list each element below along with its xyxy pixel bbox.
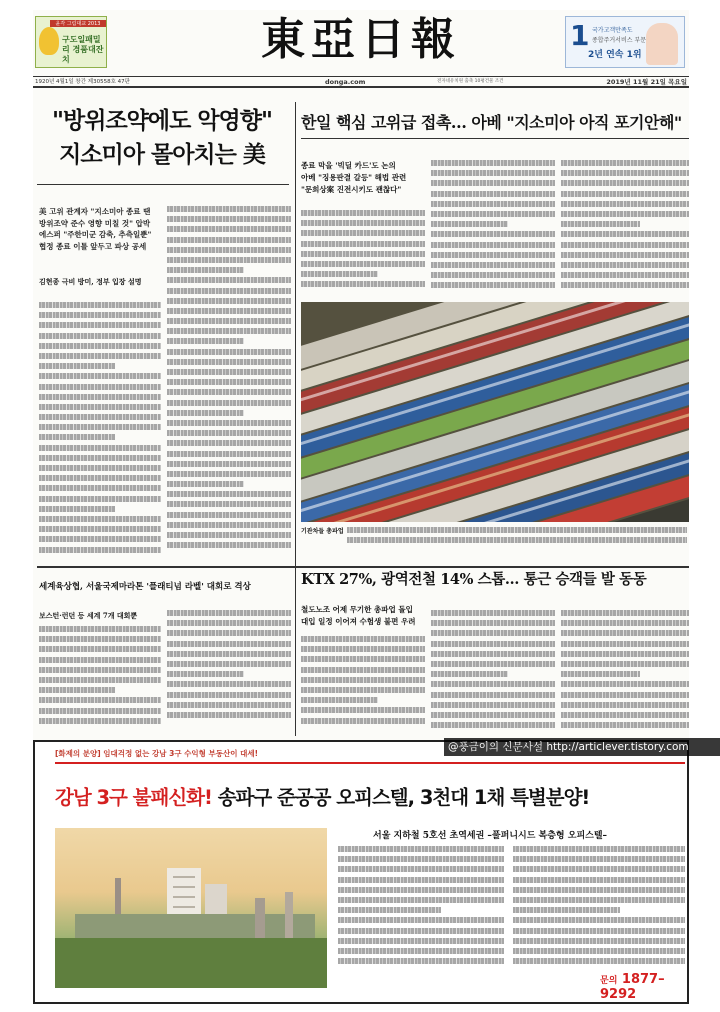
column-divider	[295, 102, 296, 570]
ad-rule	[55, 762, 685, 764]
train-depot-photo[interactable]	[301, 302, 689, 522]
body-text-line	[561, 201, 689, 207]
body-text-line	[39, 373, 161, 379]
body-text-line	[561, 252, 689, 258]
body-text-line	[338, 938, 504, 944]
body-text-line	[167, 491, 291, 497]
newspaper-logo: 東亞日報	[261, 14, 461, 65]
body-text-line	[167, 267, 244, 273]
body-text-line	[39, 718, 161, 724]
ktx-sub-2: 대입 일정 이어져 수험생 불편 우려	[301, 617, 416, 626]
body-text-line	[431, 722, 555, 728]
body-text-line	[431, 211, 555, 217]
right-ad-line3: 2년 연속 1위	[588, 50, 642, 60]
body-text-line	[561, 712, 689, 718]
building-rendering	[55, 828, 327, 988]
lead-headline[interactable]	[33, 104, 291, 172]
dateline-meta: 전자네유치원 출축 10평건물 조건	[437, 79, 504, 84]
body-text-line	[561, 661, 689, 667]
caption-text	[347, 527, 687, 549]
body-text-line	[167, 522, 291, 528]
body-text-line	[338, 958, 504, 964]
body-text-line	[39, 414, 161, 420]
body-text-line	[167, 461, 291, 467]
body-text-line	[39, 302, 161, 308]
body-text-line	[301, 261, 425, 267]
website-link[interactable]: donga.com	[325, 78, 366, 86]
body-text-line	[431, 282, 555, 288]
ktx-headline[interactable]: KTX 27%, 광역전철 14% 스톱… 통근 승객들 발 동동	[301, 571, 647, 588]
divider	[301, 138, 689, 139]
body-text-line	[561, 671, 640, 677]
body-text-line	[431, 252, 555, 258]
body-text-line	[39, 626, 161, 632]
body-text-line	[167, 410, 244, 416]
column-divider	[295, 570, 296, 736]
body-text-line	[338, 887, 504, 893]
body-text-line	[167, 349, 291, 355]
body-text-line	[301, 718, 425, 724]
body-text-line	[167, 389, 291, 395]
body-text-line	[431, 231, 555, 237]
body-text-line	[39, 677, 161, 683]
body-text-line	[167, 681, 291, 687]
dateline-bar	[33, 76, 689, 88]
body-text-line	[338, 866, 504, 872]
body-text-line	[39, 475, 161, 481]
body-text-line	[301, 677, 425, 683]
masthead	[33, 10, 689, 72]
body-text-line	[431, 221, 508, 227]
body-text-line	[431, 651, 555, 657]
right-ear-ad[interactable]	[565, 16, 685, 68]
side-body-col1	[39, 626, 161, 730]
body-text-line	[167, 420, 291, 426]
body-text-line	[39, 445, 161, 451]
body-text-line	[338, 948, 504, 954]
body-text-line	[39, 343, 161, 349]
body-text-line	[513, 846, 685, 852]
body-text-line	[561, 170, 689, 176]
left-ad-main: 구도일패밀리 경품대잔치	[62, 35, 104, 64]
body-text-line	[167, 481, 244, 487]
body-text-line	[167, 359, 291, 365]
top-right-body-col3	[561, 160, 689, 296]
body-text-line	[561, 630, 689, 636]
body-text-line	[301, 220, 425, 226]
body-text-line	[167, 318, 291, 324]
lead-sub-2: 방위조약 준수 영향 미칠 것" 압박	[39, 218, 151, 228]
body-text-line	[347, 527, 687, 533]
body-text-line	[39, 353, 161, 359]
body-text-line	[301, 230, 425, 236]
body-text-line	[167, 369, 291, 375]
ad-title	[55, 782, 685, 810]
body-text-line	[167, 671, 244, 677]
body-text-line	[561, 180, 689, 186]
lead-body-col2	[167, 206, 291, 566]
body-text-line	[431, 681, 555, 687]
body-text-line	[39, 333, 161, 339]
body-text-line	[167, 512, 291, 518]
body-text-line	[338, 917, 504, 923]
body-text-line	[167, 661, 291, 667]
side-sub-1: 보스턴·런던 등 세계 7개 대회뿐	[39, 611, 138, 620]
body-text-line	[431, 702, 555, 708]
body-text-line	[513, 928, 685, 934]
lead-subheads	[39, 206, 163, 252]
lead-sub-1: 美 고위 관계자 "지소미아 종료 땐	[39, 207, 151, 216]
body-text-line	[561, 231, 689, 237]
top-right-body-col1	[301, 210, 425, 296]
body-text-line	[347, 537, 687, 543]
top-right-sub-2: 아베 "징용판결 갈등" 해법 관련	[301, 173, 407, 182]
body-text-line	[513, 856, 685, 862]
body-text-line	[561, 651, 689, 657]
body-text-line	[513, 866, 685, 872]
body-text-line	[167, 712, 291, 718]
body-text-line	[301, 271, 378, 277]
body-text-line	[167, 298, 291, 304]
body-text-line	[301, 697, 378, 703]
newspaper-page	[33, 10, 689, 1004]
body-text-line	[431, 661, 555, 667]
body-text-line	[167, 651, 291, 657]
left-ad-top: 윤각 그림대교 2013	[50, 20, 106, 27]
lead-body-col1	[39, 302, 161, 566]
body-text-line	[561, 262, 689, 268]
body-text-line	[431, 630, 555, 636]
body-text-line	[561, 242, 689, 248]
ktx-subheads	[301, 604, 427, 628]
caption-tag: 기관차들 총파업	[301, 528, 344, 535]
body-text-line	[39, 455, 161, 461]
body-text-line	[167, 471, 291, 477]
body-text-line	[513, 887, 685, 893]
body-text-line	[301, 241, 425, 247]
top-right-sub-3: "문희상案 진전시키도 괜찮다"	[301, 185, 402, 194]
left-ear-ad[interactable]	[35, 16, 107, 68]
body-text-line	[301, 687, 425, 693]
body-text-line	[431, 620, 555, 626]
model-photo-icon	[646, 23, 678, 65]
right-ad-line2: 종합주거서비스 부문	[592, 37, 647, 44]
body-text-line	[167, 702, 291, 708]
body-text-line	[561, 722, 689, 728]
body-text-line	[167, 542, 291, 548]
lead-byline: 김현종 극비 방미, 정부 입장 설명	[39, 277, 142, 286]
body-text-line	[431, 191, 555, 197]
body-text-line	[167, 451, 291, 457]
publication-date: 2019년 11월 21일 목요일	[606, 78, 687, 86]
body-text-line	[513, 958, 685, 964]
body-text-line	[39, 697, 161, 703]
lead-headline-line1: "방위조약에도 악영향"	[52, 107, 272, 134]
body-text-line	[561, 272, 689, 278]
body-text-line	[39, 394, 161, 400]
body-text-line	[167, 277, 291, 283]
body-text-line	[561, 610, 689, 616]
top-right-headline[interactable]: 한일 핵심 고위급 접촉… 아베 "지소미아 아직 포기안해"	[301, 113, 682, 132]
body-text-line	[561, 160, 689, 166]
ad-body-col2	[513, 846, 685, 968]
body-text-line	[513, 948, 685, 954]
body-text-line	[167, 237, 291, 243]
body-text-line	[338, 928, 504, 934]
body-text-line	[338, 877, 504, 883]
right-ad-number: 1	[570, 19, 590, 52]
body-text-line	[301, 281, 425, 287]
body-text-line	[167, 338, 244, 344]
body-text-line	[39, 506, 115, 512]
body-text-line	[431, 160, 555, 166]
body-text-line	[338, 897, 504, 903]
body-text-line	[301, 667, 425, 673]
body-text-line	[39, 496, 161, 502]
body-text-line	[167, 226, 291, 232]
body-text-line	[39, 636, 161, 642]
body-text-line	[167, 692, 291, 698]
body-text-line	[167, 206, 291, 212]
issue-info: 1920년 4월1일 창간 제30558호 47판	[35, 79, 130, 85]
body-text-line	[338, 856, 504, 862]
train-yard-illustration	[301, 302, 689, 522]
body-text-line	[431, 712, 555, 718]
right-ad-line1: 국가고객만족도	[592, 27, 633, 34]
body-text-line	[301, 636, 425, 642]
body-text-line	[513, 877, 685, 883]
body-text-line	[167, 328, 291, 334]
body-text-line	[167, 630, 291, 636]
body-text-line	[167, 610, 291, 616]
body-text-line	[513, 907, 620, 913]
body-text-line	[39, 312, 161, 318]
body-text-line	[338, 846, 504, 852]
ad-phone-label: 문의	[600, 976, 618, 986]
body-text-line	[338, 907, 441, 913]
body-text-line	[39, 485, 161, 491]
blog-watermark: @풍금이의 신문사설 http://articlever.tistory.com	[444, 738, 720, 756]
body-text-line	[167, 620, 291, 626]
ktx-sub-1: 철도노조 어제 무기한 총파업 돌입	[301, 605, 413, 614]
body-text-line	[39, 547, 161, 553]
body-text-line	[39, 404, 161, 410]
body-text-line	[39, 516, 161, 522]
body-text-line	[167, 532, 291, 538]
body-text-line	[431, 201, 555, 207]
body-text-line	[39, 465, 161, 471]
body-text-line	[39, 646, 161, 652]
body-text-line	[561, 681, 689, 687]
body-text-line	[561, 620, 689, 626]
ad-title-red: 강남 3구 불패신화!	[55, 786, 212, 809]
body-text-line	[301, 707, 425, 713]
lead-headline-line2: 지소미아 몰아치는 美	[59, 141, 265, 168]
body-text-line	[167, 379, 291, 385]
photo-caption	[301, 526, 689, 550]
body-text-line	[561, 221, 640, 227]
body-text-line	[39, 434, 115, 440]
body-text-line	[167, 440, 291, 446]
body-text-line	[167, 288, 291, 294]
body-text-line	[39, 322, 161, 328]
lead-sub-3: 에스퍼 "주한미군 감축, 추측일뿐"	[39, 230, 152, 239]
body-text-line	[167, 308, 291, 314]
body-text-line	[167, 247, 291, 253]
body-text-line	[301, 251, 425, 257]
body-text-line	[513, 897, 685, 903]
body-text-line	[301, 656, 425, 662]
side-body-col2	[167, 610, 291, 730]
body-text-line	[39, 667, 161, 673]
ad-subtitle: 서울 지하철 5호선 초역세권 –풀퍼니시드 복층형 오피스텔–	[373, 831, 608, 841]
body-text-line	[39, 526, 161, 532]
body-text-line	[167, 400, 291, 406]
body-text-line	[431, 692, 555, 698]
body-text-line	[561, 692, 689, 698]
ad-body-col1	[338, 846, 504, 968]
body-text-line	[39, 708, 161, 714]
body-text-line	[431, 242, 555, 248]
ktx-body-col1	[301, 636, 425, 732]
body-text-line	[167, 641, 291, 647]
ad-title-black: 송파구 준공공 오피스텔, 3천대 1채 특별분양!	[211, 786, 590, 809]
body-text-line	[431, 262, 555, 268]
body-text-line	[431, 641, 555, 647]
body-text-line	[561, 702, 689, 708]
body-text-line	[167, 257, 291, 263]
body-text-line	[431, 272, 555, 278]
ktx-body-col2	[431, 610, 555, 732]
body-text-line	[39, 363, 115, 369]
top-right-body-col2	[431, 160, 555, 296]
body-text-line	[301, 210, 425, 216]
side-headline[interactable]: 세계육상협, 서울국제마라톤 '플래티넘 라벨' 대회로 격상	[39, 582, 251, 592]
body-text-line	[431, 180, 555, 186]
ktx-body-col3	[561, 610, 689, 732]
body-text-line	[39, 657, 161, 663]
ad-phone[interactable]	[600, 972, 689, 1002]
top-right-sub-1: 종료 막을 '빅딜 카드'도 논의	[301, 161, 396, 170]
body-text-line	[167, 430, 291, 436]
body-text-line	[431, 170, 555, 176]
ad-header: [화제의 분양] 임대걱정 없는 강남 3구 수익형 부동산이 대세!	[55, 749, 259, 758]
body-text-line	[513, 938, 685, 944]
body-text-line	[513, 917, 685, 923]
ad-phone-number: 1877–9292	[600, 972, 665, 1002]
body-text-line	[431, 610, 555, 616]
body-text-line	[39, 424, 161, 430]
side-subhead	[39, 610, 159, 621]
divider	[37, 184, 289, 185]
body-text-line	[167, 501, 291, 507]
top-right-subheads	[301, 160, 427, 196]
body-text-line	[39, 384, 161, 390]
body-text-line	[561, 641, 689, 647]
body-text-line	[167, 216, 291, 222]
body-text-line	[39, 536, 161, 542]
body-text-line	[39, 687, 115, 693]
body-text-line	[561, 211, 689, 217]
body-text-line	[301, 646, 425, 652]
body-text-line	[431, 671, 508, 677]
body-text-line	[561, 282, 689, 288]
body-text-line	[561, 191, 689, 197]
mascot-icon	[39, 27, 59, 55]
city-skyline-illustration	[55, 828, 327, 988]
lead-sub-4: 협정 종료 이틀 앞두고 파상 공세	[39, 241, 147, 251]
